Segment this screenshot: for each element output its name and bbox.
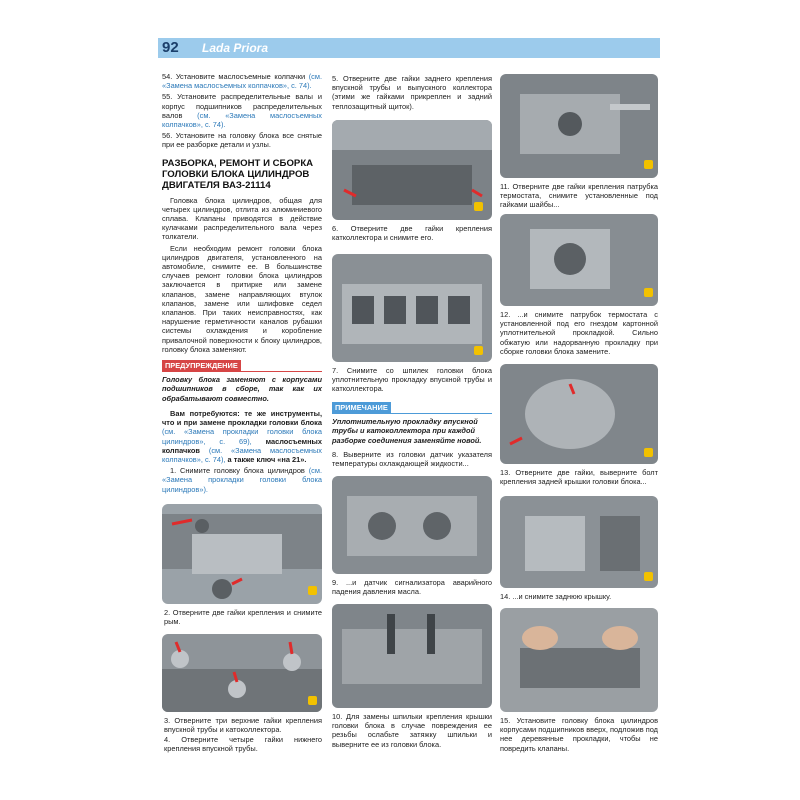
marker-icon (474, 202, 483, 211)
caption-step-13: 13. Отверните две гайки, выверните болт крепления задней крышки головки блока... (500, 468, 658, 487)
photo-step-2 (162, 504, 322, 604)
engine-photo-5 (332, 120, 492, 220)
caption-step-6: 6. Отверните две гайки крепления катколлектора и снимите его. (332, 224, 492, 243)
step-56: 56. Установите на головку блока все снятые при ее разборке детали и узлы. (162, 131, 322, 150)
engine-photo-15 (500, 608, 658, 712)
intro-paragraph-2: Если необходим ремонт головки блока цилиндров двигателя, установленного на автомобиле, снимите ее. В большинстве случаев ремонт головки блока цилиндров заключается в притирке или замене клапанов, замене направляющих втулок клапанов, замене или шлифовке седел клапанов. При таких неисправностях, как нарушение герметичности каналов рубашки системы охлаждения и коробление привалочной поверхности к блоку цилиндров, головку блока заменяют. (162, 243, 322, 354)
warning-text: Головку блока заменяют с корпусами подшипников в сборе, так как их обрабатывают совместно. (162, 375, 322, 403)
photo-step-3 (162, 634, 322, 712)
marker-icon (644, 448, 653, 457)
caption-step-4: 4. Отверните четыре гайки нижнего крепления впускной трубы. (164, 735, 322, 754)
tools-paragraph: Вам потребуются: те же инструменты, что и при замене прокладки головки блока (см. «Замена прокладки головки блока цилиндров», с. 69), маслосъемных колпачков (см. «Замена маслосъемных колпачков», с. 74), а также ключ «на 21». (162, 408, 323, 464)
caption-step-12: 12. ...и снимите патрубок термостата с установленной под его гнездом картонной уплотнительной прокладкой. Сильно обжатую или надорванную прокладку при сборке головки блока замените. (500, 310, 658, 356)
page-number: 92 (162, 39, 179, 56)
photo-step-6 (332, 254, 492, 362)
page-header (158, 38, 660, 58)
warning-divider (162, 371, 322, 372)
engine-photo-8 (332, 476, 492, 574)
marker-icon (474, 346, 483, 355)
header-title: Lada Priora (202, 41, 269, 55)
caption-step-15: 15. Установите головку блока цилиндров корпусами подшипников вверх, подложив под нее деревянные прокладки, чтобы не повредить клапаны. (500, 716, 658, 753)
caption-step-5: 5. Отверните две гайки заднего крепления впускной трубы и выпускного коллектора (этими же гайками прикреплен и задний теплозащитный щиток). (332, 74, 492, 111)
engine-photo-3 (162, 634, 322, 712)
step-54: 54. Установите маслосъемные колпачки (см. «Замена маслосъемных колпачков», с. 74). (162, 72, 322, 91)
caption-step-9: 9. ...и датчик сигнализатора аварийного падения давления масла. (332, 578, 492, 597)
photo-step-11 (500, 74, 658, 178)
engine-photo-2 (162, 504, 322, 604)
engine-photo-13 (500, 364, 658, 464)
caption-step-3: 3. Отверните три верхние гайки крепления впускной трубы и катоколлектора. (164, 716, 322, 735)
photo-step-12 (500, 214, 658, 306)
caption-step-7: 7. Снимите со шпилек головки блока уплотнительную прокладку впускной трубы и катколлектора. (332, 366, 492, 394)
step-55: 55. Установите распределительные валы и корпус подшипников распределительных валов (см. «Замена маслосъемных колпачков», с. 74). (162, 92, 323, 130)
caption-step-10: 10. Для замены шпильки крепления крышки головки блока в случае повреждения ее резьбы ослабьте затяжку шпильки и выверните ее из головки блока. (332, 712, 492, 749)
note-title: ПРИМЕЧАНИЕ (332, 402, 391, 413)
note-divider (332, 413, 492, 414)
intro-paragraph-1: Головка блока цилиндров, общая для четырех цилиндров, отлита из алюминиевого сплава. Клапаны приводятся в действие кулачками распределительного вала через толкатели. (162, 195, 322, 242)
engine-photo-6 (332, 254, 492, 362)
photo-step-14 (500, 496, 658, 588)
warning-title: ПРЕДУПРЕЖДЕНИЕ (162, 360, 241, 371)
caption-step-11: 11. Отверните две гайки крепления патрубка термостата, снимите установленные под гайками шайбы... (500, 182, 658, 210)
engine-photo-11 (500, 74, 658, 178)
caption-step-2: 2. Отверните две гайки крепления и снимите рым. (164, 608, 322, 627)
column-1 (162, 72, 322, 496)
photo-step-13 (500, 364, 658, 464)
note-text: Уплотнительную прокладку впускной трубы и катоколлектора при каждой разборке соединения заменяйте новой. (332, 417, 482, 445)
engine-photo-14 (500, 496, 658, 588)
step-1: 1. Снимите головку блока цилиндров (см. «Замена прокладки головки блока цилиндров»). (162, 466, 322, 494)
section-title: РАЗБОРКА, РЕМОНТ И СБОРКА ГОЛОВКИ БЛОКА ЦИЛИНДРОВ ДВИГАТЕЛЯ ВАЗ-21114 (162, 157, 314, 191)
marker-icon (644, 572, 653, 581)
photo-step-15 (500, 608, 658, 712)
marker-icon (308, 696, 317, 705)
engine-photo-9 (332, 604, 492, 708)
marker-icon (308, 586, 317, 595)
engine-photo-12 (500, 214, 658, 306)
marker-icon (644, 288, 653, 297)
photo-step-9 (332, 604, 492, 708)
marker-icon (644, 160, 653, 169)
photo-step-8 (332, 476, 492, 574)
manual-page (158, 38, 660, 762)
caption-step-14: 14. ...и снимите заднюю крышку. (500, 592, 612, 601)
photo-step-5 (332, 120, 492, 220)
caption-step-8: 8. Выверните из головки датчик указателя температуры охлаждающей жидкости... (332, 450, 492, 469)
note-block (332, 398, 492, 445)
